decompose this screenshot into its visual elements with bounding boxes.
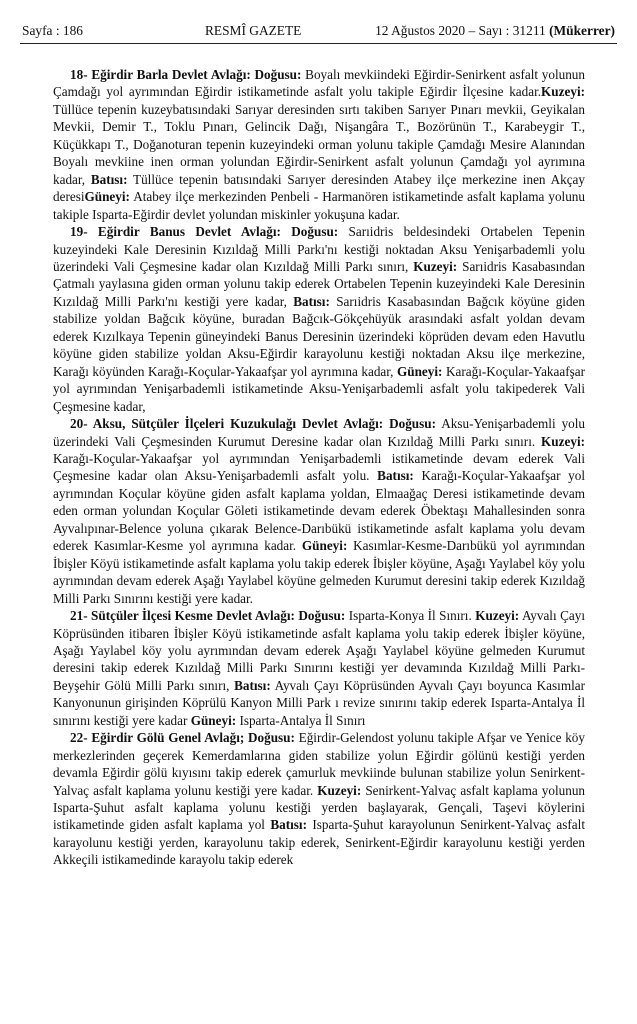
section-heading-text: Batısı: xyxy=(270,817,307,833)
section-heading-text: Batısı: xyxy=(234,677,271,693)
issue-info xyxy=(375,22,615,40)
section-body-text: Karağı-Koçular-Yakaafşar yol ayrımından Yenişarbademli istikametinde Aksu-Yenişarbademli asfalt yolu takipederek Vali Çeşmesine kadar, xyxy=(53,363,585,414)
section-body-text: Atabey ilçe merkezinden Penbeli - Harmanören istikametinde asfalt kaplama yolunu takiple Isparta-Eğirdir devlet yolundan miskinler yokuşuna kadar. xyxy=(53,189,585,222)
section-heading-text: Güneyi: xyxy=(397,363,443,379)
section-body-text: Karağı-Koçular-Yakaafşar yol ayrımından Koçular köyüne giden asfalt kaplama yoldan, Elmaağaç Deresi istikametinde devam eden orman yolundan Koçular Göleti istikametinde devam ederek Öbektaşı Mahallesinden sonra Ayvalıpınar-Belence yoluna çıkarak Belence-Darıbükü istikametinde asfalt kaplama yolu devam ederek Kasımlar-Kesme yol ayrımına kadar. xyxy=(53,468,585,554)
hunting-area-paragraph xyxy=(53,66,585,223)
section-body-text: Tüllüce tepenin batısındaki Sarıyer deresinden Atabey ilçe merkezine inen Akçay deresi xyxy=(53,171,585,205)
section-heading-text: 19- Eğirdir Banus Devlet Avlağı: Doğusu: xyxy=(70,224,339,240)
section-heading-text: Batısı: xyxy=(90,171,128,187)
issue-supplement-label: (Mükerrer) xyxy=(549,23,615,38)
section-body-text: Eğirdir-Gelendost yolunu takiple Afşar ve Yenice köy merkezlerinden geçerek Kemerdamlarına giden stabilize yolun Eğirdir gölünü kestiği yerden devamla Eğirdir gölü kıyısını takip ederek çamurluk mevkiinde bulunan stabilize yolun Senirkent-Yalvaç asfalt kaplama yolunu kestiği yere kadar. xyxy=(53,730,585,798)
section-heading-text: Kuzeyi: xyxy=(541,433,585,449)
hunting-area-paragraph xyxy=(53,223,585,415)
section-body-text: Isparta-Şuhut karayolunun Senirkent-Yalvaç asfalt karayolunu kestiği yerden, karayolunu takip ederek, Senirkent-Eğirdir karayolunu kestiği yerden Akkeçili istikamedinde karayolu takip ederek xyxy=(53,817,585,868)
hunting-area-paragraph xyxy=(53,607,585,729)
page-header xyxy=(22,22,615,42)
section-heading-text: 20- Aksu, Sütçüler İlçeleri Kuzukulağı Devlet Avlağı: Doğusu: xyxy=(70,416,437,432)
section-heading-text: Kuzeyi: xyxy=(475,608,520,624)
section-body-text: Boyalı mevkiindeki Eğirdir-Senirkent asfalt yolunun Çamdağı yol ayrımından Eğirdir istikametinde asfalt yolu takiple Eğirdir İlçesine kadar. xyxy=(53,67,585,100)
issue-date-number: 12 Ağustos 2020 – Sayı : 31211 xyxy=(375,23,550,38)
section-heading-text: Kuzeyi: xyxy=(317,782,362,798)
section-heading-text: Güneyi: xyxy=(84,189,130,205)
section-heading-text: Batısı: xyxy=(293,293,330,309)
page-number: Sayfa : 186 xyxy=(22,23,83,38)
section-body-text: Sarıidris beldesindeki Ortabelen Tepenin kuzeyindeki Kale Deresinin Kızıldağ Milli Parkı'nı kestiği noktadan Aksu Yenişarbademli yolu üzerindeki Vali Çeşmesine kadar olan Kızıldağ Milli Parkı sınırı, xyxy=(53,224,585,274)
section-body-text: Ayvalı Çayı Köprüsünden itibaren İbişler Köyü istikametinde asfalt kaplama yolu takip ederek İbişler köyüne, Aşağı Yaylabel köy yolu ayrımından devam ederek Aşağı Yaylabel köyüne gelmeden Kurumut deresini takip ederek Kızıldağ Milli Parkı Sınırını kestiği yer devamında Kızıldağ Milli Parkı-Beyşehir Gölü Milli Parkı sınırı, xyxy=(53,608,586,693)
section-heading-text: Kuzeyi: xyxy=(541,84,585,100)
section-body-text: Aksu-Yenişarbademli yolu üzerindeki Vali Çeşmesinden Kurumut Deresine kadar olan Kızıldağ Milli Parkı sınırı. xyxy=(53,416,586,449)
gazette-name: RESMÎ GAZETE xyxy=(205,23,302,38)
section-body-text: Isparta-Antalya İl Sınırı xyxy=(236,712,366,728)
section-body-text: Karağı-Koçular-Yakaafşar yol ayrımından Yenişarbademli istikametinde devam ederek Vali Çeşmesine kadar olan Aksu-Yenişarbademli asfalt yolu. xyxy=(53,450,585,484)
section-body-text: Kasımlar-Kesme-Darıbükü yol ayrımından İbişler Köyü istikametinde asfalt kaplama yolu takip ederek İbişler köyüne, Aşağı Yaylabel köy yolu ayrımından devam ederek Aşağı Yaylabel köyüne gelmeden Kurumut deresini takip ederek Kızıldağ Milli Parkı Sınırını kestiği yere kadar. xyxy=(53,538,585,606)
section-heading-text: 21- Sütçüler İlçesi Kesme Devlet Avlağı: Doğusu: xyxy=(70,608,346,624)
section-heading-text: 18- Eğirdir Barla Devlet Avlağı: Doğusu: xyxy=(70,67,302,82)
hunting-area-paragraph xyxy=(53,729,585,869)
section-body-text: Ayvalı Çayı Köprüsünden Ayvalı Çayı boyunca Kasımlar Kanyonunun girişinden Köprülü Kanyon Milli Park ı revize sınırını takip ederek Isparta-Antalya İl sınırını kestiği yere kadar xyxy=(53,677,585,728)
section-body-text: Isparta-Konya İl Sınırı. xyxy=(345,608,476,624)
section-body-text: Sarıidris Kasabasından Çatmalı yaylasına giden orman yolunu takip ederek Ortabelen Tepenin kuzeyindeki Kale Deresinin Kızıldağ Milli Parkı'nı kestiği yere kadar, xyxy=(53,258,585,309)
header-divider xyxy=(20,43,617,44)
section-body-text: Senirkent-Yalvaç asfalt kaplama yolunun Isparta-Şuhut asfalt kaplama yolunu kestiği yerden başlayarak, Gençali, Taşevi köylerini istikametinde giden asfalt kaplama yol xyxy=(53,782,586,833)
section-heading-text: Batısı: xyxy=(377,468,414,484)
section-heading-text: Güneyi: xyxy=(301,538,348,554)
section-heading-text: Kuzeyi: xyxy=(413,258,458,274)
section-heading-text: Güneyi: xyxy=(190,712,237,728)
section-heading-text: 22- Eğirdir Gölü Genel Avlağı; Doğusu: xyxy=(70,730,295,746)
hunting-area-paragraph xyxy=(53,415,585,607)
document-body xyxy=(53,66,585,869)
section-body-text: Sarıidris Kasabasından Bağcık köyüne giden stabilize yoldan Bağcık köyüne, buradan Bağcık-Gökçehüyük arasındaki asfalt yoldan devam ederek Kızılkaya Tepenin güneyindeki Banus Deresinin üzerindeki köprüden devam eden Havutlu köyüne giden stabilize yoldan Aksu-Eğirdir karayolunu kestiği noktadan Aksu ilçe merkezine, Karağı köyünden Karağı-Koçular-Yakaafşar yol ayrımına kadar, xyxy=(53,293,585,379)
section-body-text: Tüllüce tepenin kuzeybatısındaki Sarıyar deresinden sırtı takiben Sarıyer Pınarı mevkii, Geyikalan Mevkii, Demir T., Toklu Pınarı, Gelincik Dağı, Nişangâra T., Bozörünün T., Karabeygir T., Küçükkapı T., Doğanoturan tepenin kuzeyindeki orman yolunu takiple Çamdağı Mesire Alanından Boyalı mevkiine inen orman yolundan Eğirdir-Senirkent asfalt yolunun Çamdağı yol ayrımına kadar, xyxy=(53,101,585,187)
